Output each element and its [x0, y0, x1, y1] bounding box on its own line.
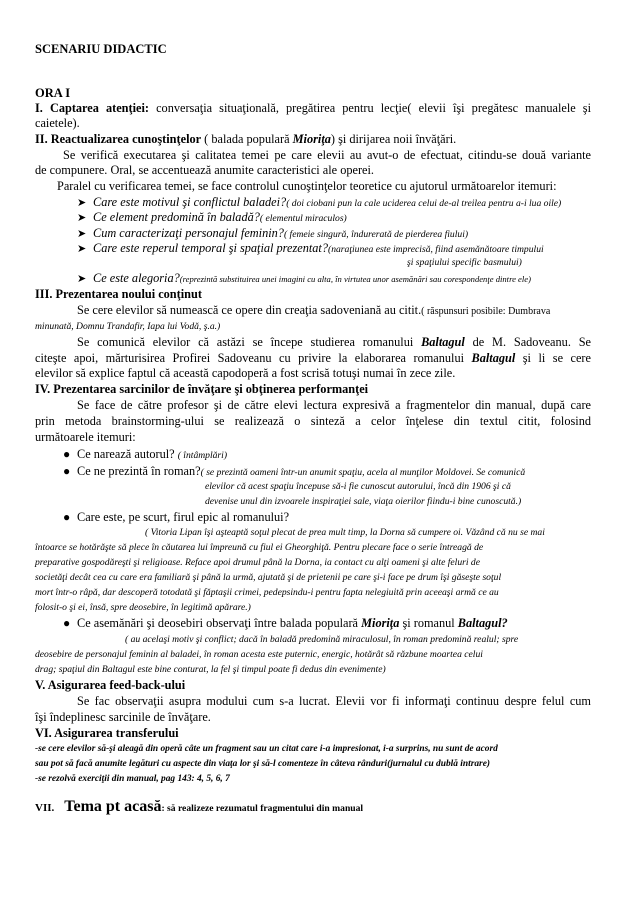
brainstorm-question: Ce ne prezintă în roman?	[77, 464, 201, 478]
transfer-line-1: -se cere elevilor să-şi aleagă din operă câte un fragment sau un citat care i-a impresionat, i-a surprins, nu sunt de acord	[35, 744, 498, 754]
arrow-bullet-icon: ➤	[77, 228, 87, 240]
text-span: şi li se cere	[515, 351, 591, 365]
brainstorm-item-4	[63, 616, 619, 631]
section-3-para-1b: minunată, Domnu Trandafir, Iapa lui Vodă, ş.a.)	[35, 321, 221, 332]
transfer-line-3: -se rezolvă exerciţii din manual, pag 143: 4, 5, 6, 7	[35, 774, 230, 784]
section-5-heading: V. Asigurarea feed-back-ului	[35, 678, 186, 692]
summary-line-3: preparative gospodăreşti şi religioase. Reface apoi drumul până la Dorna, ia contact cu alţi oameni şi alte feluri de	[35, 557, 480, 568]
brainstorm-question: Care este, pe scurt, firul epic al romanului?	[77, 510, 290, 524]
review-answer: ( femeie singură, îndurerată de pierderea fiului)	[283, 229, 469, 240]
baltagul-title: Baltagul?	[457, 616, 508, 630]
review-item-5	[77, 271, 633, 287]
mioara-title: Mioriţa	[361, 616, 400, 630]
baltagul-title: Baltagul	[471, 351, 516, 365]
section-5-para-1b: îşi îndeplinesc sarcinile de învăţare.	[35, 710, 211, 724]
section-3-para-2a	[77, 335, 591, 350]
section-7-line	[35, 796, 591, 818]
lesson-hour: ORA I	[35, 86, 71, 100]
section-4-para-1c: următoarele itemuri:	[35, 430, 136, 444]
brainstorm-answer: ( întâmplări)	[177, 450, 228, 461]
review-answer: (naraţiunea este imprecisă, fiind asemănătoare timpului	[328, 244, 544, 255]
section-7-number: VII.	[35, 802, 55, 814]
review-item-3	[77, 226, 633, 242]
review-answer: ( doi ciobani pun la cale uciderea celui de-al treilea pentru a-i lua oile)	[286, 198, 562, 209]
mioara-title: Mioriţa	[292, 132, 331, 146]
section-4-heading: IV. Prezentarea sarcinilor de învăţare şi obţinerea performanţei	[35, 382, 369, 396]
review-question: Care este motivul şi conflictul baladei?	[93, 195, 287, 209]
comparison-line-2: deosebire de personajul feminin al baladei, în roman acesta este puternic, energic, hotărât să răzbune moartea celui	[35, 649, 483, 660]
section-7-text: : să realizeze rezumatul fragmentului din manual	[161, 803, 364, 814]
summary-line-4: societăţi decât cea cu care era familiară şi până la urmă, ajutată şi de prietenii pe care şi-i face pe drum îşi găseşte soţul	[35, 572, 502, 583]
text-span: Se comunică elevilor că astăzi se începe studierea romanului	[77, 335, 422, 349]
section-3-para-1a	[77, 303, 591, 319]
section-2-heading: II. Reactualizarea cunoştinţelor	[35, 132, 202, 146]
review-answer: (reprezintă substituirea unei imagini cu alta, în virtutea unor asemănări sau corespondenţe dintre ele)	[179, 274, 531, 284]
section-2-para-1a: Se verifică executarea şi calitatea temei pe care elevii au avut-o de efectuat, citindu-se două variante	[63, 148, 591, 162]
baltagul-title: Baltagul	[421, 335, 465, 349]
text-span: de M. Sadoveanu. Se	[464, 335, 591, 349]
section-2-para-2: Paralel cu verificarea temei, se face controlul cunoştinţelor teoretice cu ajutorul următoarelor itemuri:	[57, 179, 557, 193]
summary-line-6: folosit-o şi ei, însă, spre deosebire, în legitimă apărare.)	[35, 602, 251, 613]
brainstorm-item-3	[63, 510, 619, 525]
bullet-icon: ●	[63, 510, 71, 524]
review-question: Cum caracterizaţi personajul feminin?	[93, 226, 284, 240]
bullet-icon: ●	[63, 447, 71, 461]
section-3-para-2b	[35, 351, 591, 366]
section-3-text: Se cere elevilor să numească ce opere din creaţia sadoveniană au citit.	[77, 303, 422, 317]
section-4-para-1a: Se face de către profesor şi de către elevi lectura expresivă a fragmentelor din manual, după care	[77, 398, 591, 412]
arrow-bullet-icon: ➤	[77, 197, 87, 209]
arrow-bullet-icon: ➤	[77, 273, 87, 285]
section-2-text: ( balada populară	[201, 132, 293, 146]
bullet-icon: ●	[63, 616, 71, 630]
section-5-para-1a: Se fac observaţii asupra modului cum s-a lucrat. Elevii vor fi informaţi continuu despre felul cum	[77, 694, 591, 708]
section-1-line-2: caietele).	[35, 116, 80, 130]
brainstorm-answer-2-line-2: elevilor că acest spaţiu începuse să-i fie cunoscut autorului, încă din 1906 şi că	[205, 481, 511, 492]
brainstorm-answer: ( se prezintă oameni într-un anumit spaţiu, acela al munţilor Moldovei. Se comunică	[200, 467, 526, 478]
brainstorm-question: Ce asemănări şi deosebiri observaţi între balada populară	[77, 616, 362, 630]
review-item-1	[77, 195, 633, 211]
arrow-bullet-icon: ➤	[77, 212, 87, 224]
comparison-line-1: ( au acelaşi motiv şi conflict; dacă în baladă predomină miraculosul, în roman predomină realul; spre	[125, 634, 519, 645]
review-question: Ce este alegoria?	[93, 271, 180, 285]
review-question: Care este reperul temporal şi spaţial prezentat?	[93, 241, 328, 255]
transfer-line-2: sau pot să facă anumite legături cu aspecte din viaţa lor şi să-l comenteze în câteva rânduri(jurnalul cu dublă intrare)	[35, 759, 490, 769]
bullet-icon: ●	[63, 464, 71, 478]
section-2-text-end: ) şi dirijarea noii învăţări.	[330, 132, 457, 146]
comparison-line-3: drag; spaţiul din Baltagul este bine conturat, la fel şi timpul poate fi dedus din evenimente)	[35, 664, 386, 675]
section-4-para-1b: prin metoda brainstorming-ului se realizează o sinteză a celor înţelese din textul citit, folosind	[35, 414, 591, 428]
arrow-bullet-icon: ➤	[77, 243, 87, 255]
section-3-para-2c: elevilor să explice faptul că această capodoperă a fost scrisă totuşi numai în zece zile.	[35, 366, 456, 380]
text-span: şi romanul	[399, 616, 458, 630]
section-1-text: conversaţia situaţională, pregătirea pentru lecţie( elevii îşi pregătesc manualele şi	[149, 101, 591, 115]
summary-line-2: întoarce se hotărăşte să plece în căutarea lui împreună cu fiul ei Gheorghiţă. Pentru plecare face o serie întreagă de	[35, 542, 484, 553]
review-question: Ce element predomină în baladă?	[93, 210, 260, 224]
brainstorm-answer-2-line-3: devenise unul din izvoarele inspiraţiei sale, viaţa oierilor fiindu-i bine cunoscută.)	[205, 496, 522, 507]
text-span: citeşte apoi, mărturisirea Profirei Sadoveanu cu privire la elaborarea romanului	[35, 351, 472, 365]
review-answer: ( elementul miraculos)	[259, 213, 347, 224]
section-7-heading: Tema pt acasă	[64, 798, 162, 815]
summary-line-1: ( Vitoria Lipan îşi aşteaptă soţul plecat de prea mult timp, la Dorna să cumpere oi. Văzând că nu se mai	[145, 527, 545, 538]
section-6-heading: VI. Asigurarea transferului	[35, 726, 179, 740]
brainstorm-item-1	[63, 447, 619, 463]
brainstorm-item-2	[63, 464, 619, 480]
review-item-2	[77, 210, 633, 226]
section-3-possible-answers: ( răspunsuri posibile: Dumbrava	[421, 306, 551, 317]
review-item-4-continuation: şi spaţiului specific basmului)	[407, 257, 522, 268]
section-2-para-1b: de compunere. Oral, se accentuează anumite caracteristici ale operei.	[35, 163, 374, 177]
section-3-heading: III. Prezentarea noului conţinut	[35, 287, 202, 301]
document-title: SCENARIU DIDACTIC	[35, 42, 167, 56]
section-1-line-1	[35, 101, 591, 116]
section-1-heading: I. Captarea atenţiei:	[35, 101, 150, 115]
section-2-line-1	[35, 132, 591, 147]
summary-line-5: mort într-o râpă, dar descoperă totodată şi făptaşii crimei, pedepsindu-i pentru fapta nelegiuită prin aceeaşi armă ce au	[35, 587, 499, 598]
brainstorm-question: Ce narează autorul?	[77, 447, 175, 461]
